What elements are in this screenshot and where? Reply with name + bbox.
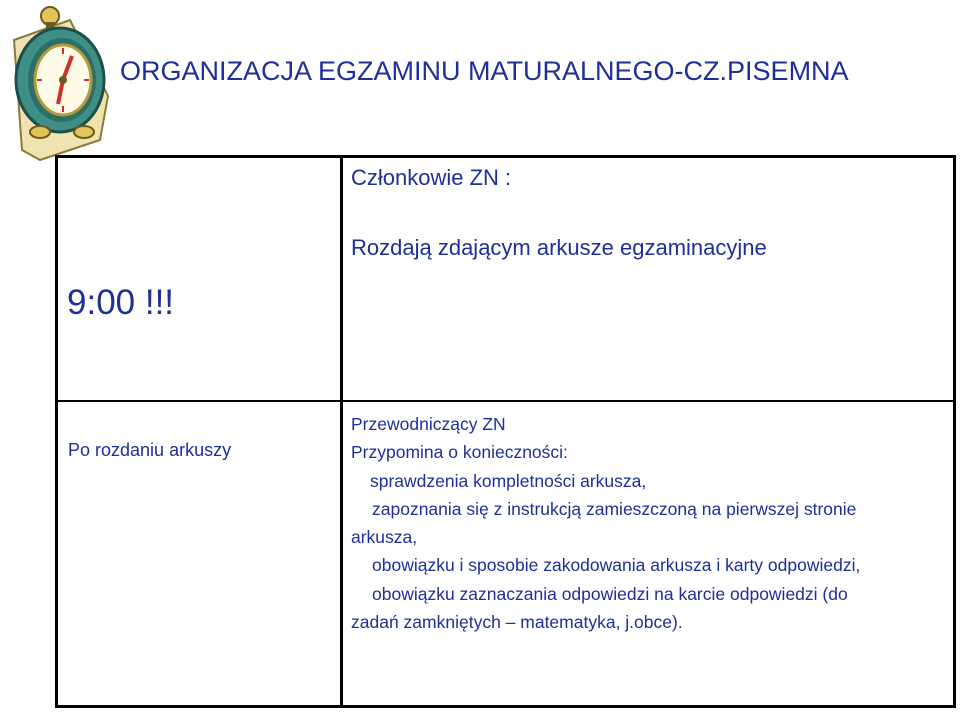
time-cell: 9:00 !!! [67, 283, 175, 322]
alarm-clock-icon [0, 0, 130, 170]
chair-heading: Przewodniczący ZN [351, 414, 506, 434]
column-divider [340, 158, 343, 705]
hand-out-sheets-text: Rozdają zdającym arkusze egzaminacyjne [351, 235, 767, 260]
row-divider [58, 400, 953, 402]
instruction-item: obowiązku zaznaczania odpowiedzi na karcie odpowiedzi (do [372, 583, 848, 604]
slide-title: ORGANIZACJA EGZAMINU MATURALNEGO-CZ.PISEMNA [120, 56, 849, 86]
instruction-item: sprawdzenia kompletności arkusza, [370, 470, 647, 491]
instruction-item-continued: zadań zamkniętych – matematyka, j.obce). [351, 612, 683, 633]
after-distribution-cell: Po rozdaniu arkuszy [68, 440, 232, 460]
chair-instructions [351, 410, 941, 636]
schedule-table [55, 155, 956, 708]
instruction-item: zapoznania się z instrukcją zamieszczoną na pierwszej stronie [372, 498, 857, 519]
reminds-heading: Przypomina o konieczności: [351, 442, 568, 463]
instruction-item-continued: arkusza, [351, 527, 418, 548]
members-heading: Członkowie ZN : [351, 165, 512, 190]
instruction-item: obowiązku i sposobie zakodowania arkusza i karty odpowiedzi, [372, 555, 861, 576]
